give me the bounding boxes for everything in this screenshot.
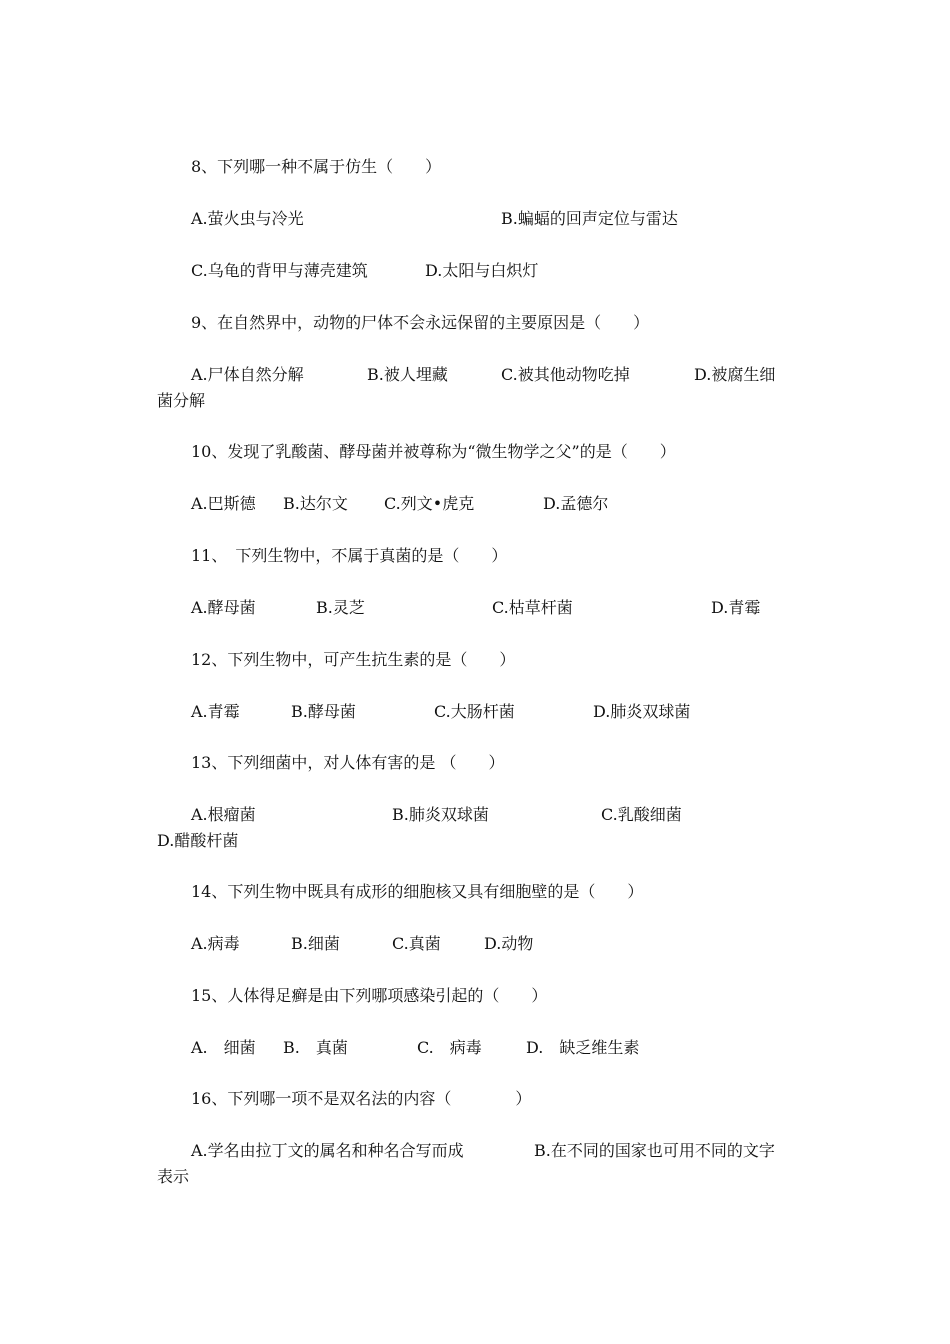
q13-option-a: A.根瘤菌 xyxy=(191,805,256,824)
q15-option-a: A. 细菌 xyxy=(191,1038,256,1057)
q9-stem: 9、在自然界中，动物的尸体不会永远保留的主要原因是（ ） xyxy=(191,313,650,332)
q11-option-d: D.青霉 xyxy=(711,598,761,617)
q9-option-d: D.被腐生细 xyxy=(694,365,776,384)
q15-option-d: D. 缺乏维生素 xyxy=(526,1038,640,1057)
q8-option-d: D.太阳与白炽灯 xyxy=(425,261,539,280)
q12-option-c: C.大肠杆菌 xyxy=(434,702,515,721)
q10-option-b: B.达尔文 xyxy=(283,494,348,513)
q13-stem: 13、下列细菌中，对人体有害的是 （ ） xyxy=(191,753,505,772)
q12-stem: 12、下列生物中，可产生抗生素的是（ ） xyxy=(191,650,516,669)
q8-option-b: B.蝙蝠的回声定位与雷达 xyxy=(501,209,678,228)
q14-option-b: B.细菌 xyxy=(291,934,340,953)
q11-option-c: C.枯草杆菌 xyxy=(492,598,573,617)
q9-option-d-continued: 菌分解 xyxy=(157,391,206,410)
q11-option-b: B.灵芝 xyxy=(316,598,365,617)
q8-option-c: C.乌龟的背甲与薄壳建筑 xyxy=(191,261,368,280)
q15-option-b: B. 真菌 xyxy=(283,1038,348,1057)
q15-stem: 15、人体得足癣是由下列哪项感染引起的（ ） xyxy=(191,986,548,1005)
q16-stem: 16、下列哪一项不是双名法的内容（ ） xyxy=(191,1089,532,1108)
q12-option-b: B.酵母菌 xyxy=(291,702,356,721)
q14-stem: 14、下列生物中既具有成形的细胞核又具有细胞壁的是（ ） xyxy=(191,882,644,901)
q12-option-a: A.青霉 xyxy=(191,702,240,721)
q16-option-b: B.在不同的国家也可用不同的文字 xyxy=(534,1141,775,1160)
q11-stem: 11、 下列生物中，不属于真菌的是（ ） xyxy=(191,546,508,565)
q16-option-b-continued: 表示 xyxy=(157,1167,190,1186)
q10-option-d: D.孟德尔 xyxy=(543,494,609,513)
q8-stem: 8、下列哪一种不属于仿生（ ） xyxy=(191,157,442,176)
q13-option-b: B.肺炎双球菌 xyxy=(392,805,489,824)
q9-option-a: A.尸体自然分解 xyxy=(191,365,304,384)
q14-option-c: C.真菌 xyxy=(392,934,441,953)
q16-option-a: A.学名由拉丁文的属名和种名合写而成 xyxy=(191,1141,464,1160)
q15-option-c: C. 病毒 xyxy=(417,1038,482,1057)
q10-option-a: A.巴斯德 xyxy=(191,494,256,513)
q8-option-a: A.萤火虫与冷光 xyxy=(191,209,304,228)
q9-option-b: B.被人埋藏 xyxy=(367,365,448,384)
q11-option-a: A.酵母菌 xyxy=(191,598,256,617)
q12-option-d: D.肺炎双球菌 xyxy=(593,702,691,721)
q9-option-c: C.被其他动物吃掉 xyxy=(501,365,630,384)
q10-stem: 10、发现了乳酸菌、酵母菌并被尊称为“微生物学之父”的是（ ） xyxy=(191,442,676,461)
q13-option-d: D.醋酸杆菌 xyxy=(157,831,239,850)
q13-option-c: C.乳酸细菌 xyxy=(601,805,682,824)
q14-option-a: A.病毒 xyxy=(191,934,240,953)
q10-option-c: C.列文•虎克 xyxy=(384,494,475,513)
q14-option-d: D.动物 xyxy=(484,934,534,953)
